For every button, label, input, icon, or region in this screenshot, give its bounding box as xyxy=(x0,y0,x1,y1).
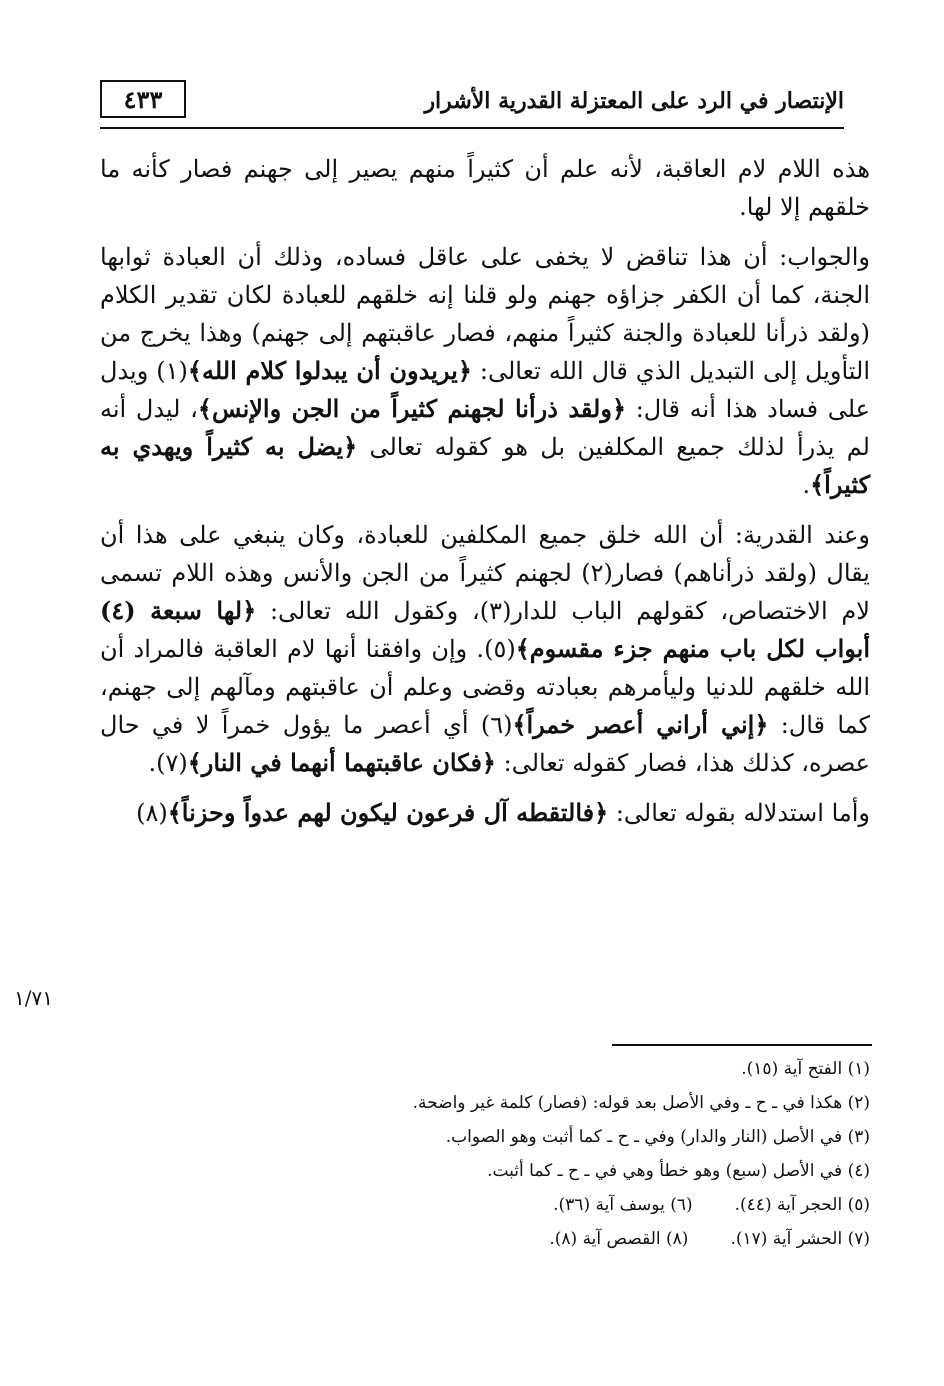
paragraph-1: هذه اللام لام العاقبة، لأنه علم أن كثيراً منهم يصير إلى جهنم فصار كأنه ما خلقهم إلا لها. xyxy=(100,155,870,221)
text-segment: والجواب: أن هذا تناقض لا يخفى على عاقل فساده، وذلك أن العبادة ثوابها الجنة، كما أن الكفر جزاؤه جهنم ولو قلنا إنه خلقهم للعبادة لكان تقدير الكلام (ولقد ذرأنا للعبادة والجنة كثيراً منهم، فصار عاقبتهم إلى جهنم) وهذا يخرج من التأويل إلى التبديل الذي قال الله تعالى: xyxy=(100,243,871,385)
paragraph-2 xyxy=(100,238,870,504)
quran-quote: ﴿يريدون أن يبدلوا كلام الله﴾ xyxy=(187,356,472,385)
footnote-2: (٢) هكذا في ـ ح ـ وفي الأصل بعد قوله: (فصار) كلمة غير واضحة. xyxy=(412,1093,870,1113)
quran-quote: ﴿إني أراني أعصر خمراً﴾ xyxy=(512,710,769,739)
footnote-7: (٧) الحشر آية (١٧). xyxy=(730,1229,870,1249)
text-segment: (١) ويدل على فساد هذا أنه قال: xyxy=(100,357,870,423)
page-number-box xyxy=(100,80,186,118)
quran-quote: ﴿يضل به كثيراً ويهدي به كثيراً﴾ xyxy=(100,432,870,499)
paragraph-4 xyxy=(100,794,870,832)
text-segment: (٨) xyxy=(136,799,168,827)
footnote-3: (٣) في الأصل (النار والدار) وفي ـ ح ـ كما أثبت وهو الصواب. xyxy=(445,1127,870,1147)
footnote-8: (٨) القصص آية (٨). xyxy=(549,1229,689,1249)
running-title: الإنتصار في الرد على المعتزلة القدرية الأشرار xyxy=(424,88,844,114)
footnote-6: (٦) يوسف آية (٣٦). xyxy=(553,1195,693,1215)
footnote-5: (٥) الحجر آية (٤٤). xyxy=(734,1195,870,1215)
quran-quote: ﴿فالتقطه آل فرعون ليكون لهم عدواً وحزناً﴾ xyxy=(167,798,609,827)
footnote-1: (١) الفتح آية (١٥). xyxy=(741,1059,870,1079)
page-number: ٤٣٣ xyxy=(123,84,163,114)
footnote-rule xyxy=(612,1044,872,1046)
text-segment: وأما استدلاله بقوله تعالى: xyxy=(608,799,870,827)
text-segment: . xyxy=(802,471,811,499)
header-rule xyxy=(100,127,844,129)
paragraph-3 xyxy=(100,516,870,782)
text-segment: (٧). xyxy=(148,749,188,777)
quran-quote: ﴿ولقد ذرأنا لجهنم كثيراً من الجن والإنس﴾ xyxy=(197,394,627,423)
main-text xyxy=(100,150,870,832)
footnote-row-5-6 xyxy=(100,1188,870,1222)
quran-quote: ﴿لها سبعة (٤) أبواب لكل باب منهم جزء مقسوم﴾ xyxy=(100,596,870,663)
text-segment: وعند القدرية: أن الله خلق جميع المكلفين للعبادة، وكان ينبغي على هذا أن يقال (ولقد ذرأناهم) فصار(٢) لجهنم كثيراً من الجن والأنس وهذه اللام تسمى لام الاختصاص، كقولهم الباب للدار(٣)، وكقول الله تعالى: xyxy=(100,521,870,625)
text-segment: (٥). وإن وافقنا أنها لام العاقبة فالمراد أن الله خلقهم للدنيا وليأمرهم بعبادته وقضى وعلم أن عاقبتهم ومآلهم إلى جهنم، كما قال: xyxy=(100,635,870,739)
footnote-4: (٤) في الأصل (سبع) وهو خطأ وهي في ـ ح ـ كما أثبت. xyxy=(487,1161,870,1181)
text-segment: (٦) أي أعصر ما يؤول خمراً لا في حال عصره، كذلك هذا، فصار كقوله تعالى: xyxy=(100,711,870,777)
quran-quote: ﴿فكان عاقبتهما أنهما في النار﴾ xyxy=(187,748,496,777)
text-segment: ، ليدل أنه لم يذرأ لذلك جميع المكلفين بل هو كقوله تعالى xyxy=(100,395,870,461)
footnotes xyxy=(100,1052,870,1256)
footnote-row-7-8 xyxy=(100,1222,870,1256)
margin-note: ١/٧١ xyxy=(14,986,53,1010)
